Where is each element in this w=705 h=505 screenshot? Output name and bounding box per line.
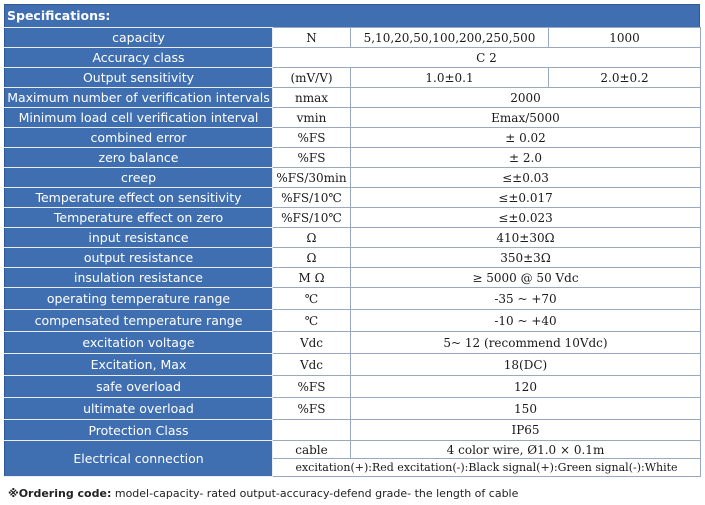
row-label: Protection Class (5, 420, 273, 441)
table-row (5, 48, 701, 68)
specifications-sheet (4, 4, 700, 477)
row-unit: M Ω (273, 268, 351, 288)
row-unit: %FS/10℃ (273, 188, 351, 208)
row-unit: ℃ (273, 288, 351, 310)
row-label: output resistance (5, 248, 273, 268)
row-unit: Vdc (273, 332, 351, 354)
row-unit: nmax (273, 88, 351, 108)
row-value: ± 2.0 (351, 148, 701, 168)
row-value: ≤±0.023 (351, 208, 701, 228)
wiring-colors: excitation(+):Red excitation(-):Black signal(+):Green signal(-):White (273, 459, 701, 477)
row-label: insulation resistance (5, 268, 273, 288)
table-row (5, 128, 701, 148)
row-unit: %FS (273, 376, 351, 398)
row-label: compensated temperature range (5, 310, 273, 332)
row-value: 4 color wire, Ø1.0 × 0.1m (351, 441, 701, 459)
row-unit: Ω (273, 248, 351, 268)
table-row (5, 228, 701, 248)
row-label: operating temperature range (5, 288, 273, 310)
ordering-code-label: ※Ordering code: (8, 487, 112, 500)
row-value: ± 0.02 (351, 128, 701, 148)
row-value: C 2 (273, 48, 701, 68)
table-row (5, 248, 701, 268)
table-row (5, 208, 701, 228)
table-row (5, 332, 701, 354)
row-label: combined error (5, 128, 273, 148)
table-row (5, 108, 701, 128)
table-row (5, 441, 701, 459)
table-row (5, 310, 701, 332)
ordering-code-text: model-capacity- rated output-accuracy-defend grade- the length of cable (111, 487, 519, 500)
row-value: -10 ~ +40 (351, 310, 701, 332)
row-value: -35 ~ +70 (351, 288, 701, 310)
row-value: ≤±0.017 (351, 188, 701, 208)
row-unit: cable (273, 441, 351, 459)
row-value: 1.0±0.1 (351, 68, 549, 88)
row-label: Output sensitivity (5, 68, 273, 88)
row-value: 150 (351, 398, 701, 420)
row-value: 5~ 12 (recommend 10Vdc) (351, 332, 701, 354)
row-value: 2000 (351, 88, 701, 108)
row-label: ultimate overload (5, 398, 273, 420)
row-value: ≥ 5000 @ 50 Vdc (351, 268, 701, 288)
row-unit: vmin (273, 108, 351, 128)
row-label: excitation voltage (5, 332, 273, 354)
row-value: 1000 (549, 28, 701, 48)
row-label: safe overload (5, 376, 273, 398)
row-unit: %FS/10℃ (273, 208, 351, 228)
row-label: Temperature effect on sensitivity (5, 188, 273, 208)
row-unit: %FS/30min (273, 168, 351, 188)
row-value: 2.0±0.2 (549, 68, 701, 88)
ordering-code-note (8, 487, 518, 500)
specifications-table (4, 27, 701, 477)
table-row (5, 88, 701, 108)
table-row (5, 354, 701, 376)
row-label: input resistance (5, 228, 273, 248)
table-row (5, 268, 701, 288)
row-value: 350±3Ω (351, 248, 701, 268)
table-row (5, 398, 701, 420)
row-label: Temperature effect on zero (5, 208, 273, 228)
row-value: 18(DC) (351, 354, 701, 376)
table-row (5, 288, 701, 310)
row-value: 120 (351, 376, 701, 398)
row-unit: %FS (273, 148, 351, 168)
table-row (5, 148, 701, 168)
specifications-header: Specifications: (4, 4, 700, 27)
row-unit: Ω (273, 228, 351, 248)
row-unit: %FS (273, 128, 351, 148)
table-row (5, 376, 701, 398)
row-label: Electrical connection (5, 441, 273, 477)
row-unit: Vdc (273, 354, 351, 376)
row-label: creep (5, 168, 273, 188)
table-row (5, 68, 701, 88)
row-unit: N (273, 28, 351, 48)
row-value: 5,10,20,50,100,200,250,500 (351, 28, 549, 48)
row-unit: %FS (273, 398, 351, 420)
row-label: Excitation, Max (5, 354, 273, 376)
row-label: capacity (5, 28, 273, 48)
table-row (5, 168, 701, 188)
row-label: zero balance (5, 148, 273, 168)
row-label: Maximum number of verification intervals (5, 88, 273, 108)
row-label: Minimum load cell verification interval (5, 108, 273, 128)
row-unit: ℃ (273, 310, 351, 332)
row-value: Emax/5000 (351, 108, 701, 128)
row-value: IP65 (351, 420, 701, 441)
row-label: Accuracy class (5, 48, 273, 68)
row-value: ≤±0.03 (351, 168, 701, 188)
table-row (5, 188, 701, 208)
row-value: 410±30Ω (351, 228, 701, 248)
row-unit: (mV/V) (273, 68, 351, 88)
table-row (5, 28, 701, 48)
row-unit (273, 420, 351, 441)
table-row (5, 420, 701, 441)
